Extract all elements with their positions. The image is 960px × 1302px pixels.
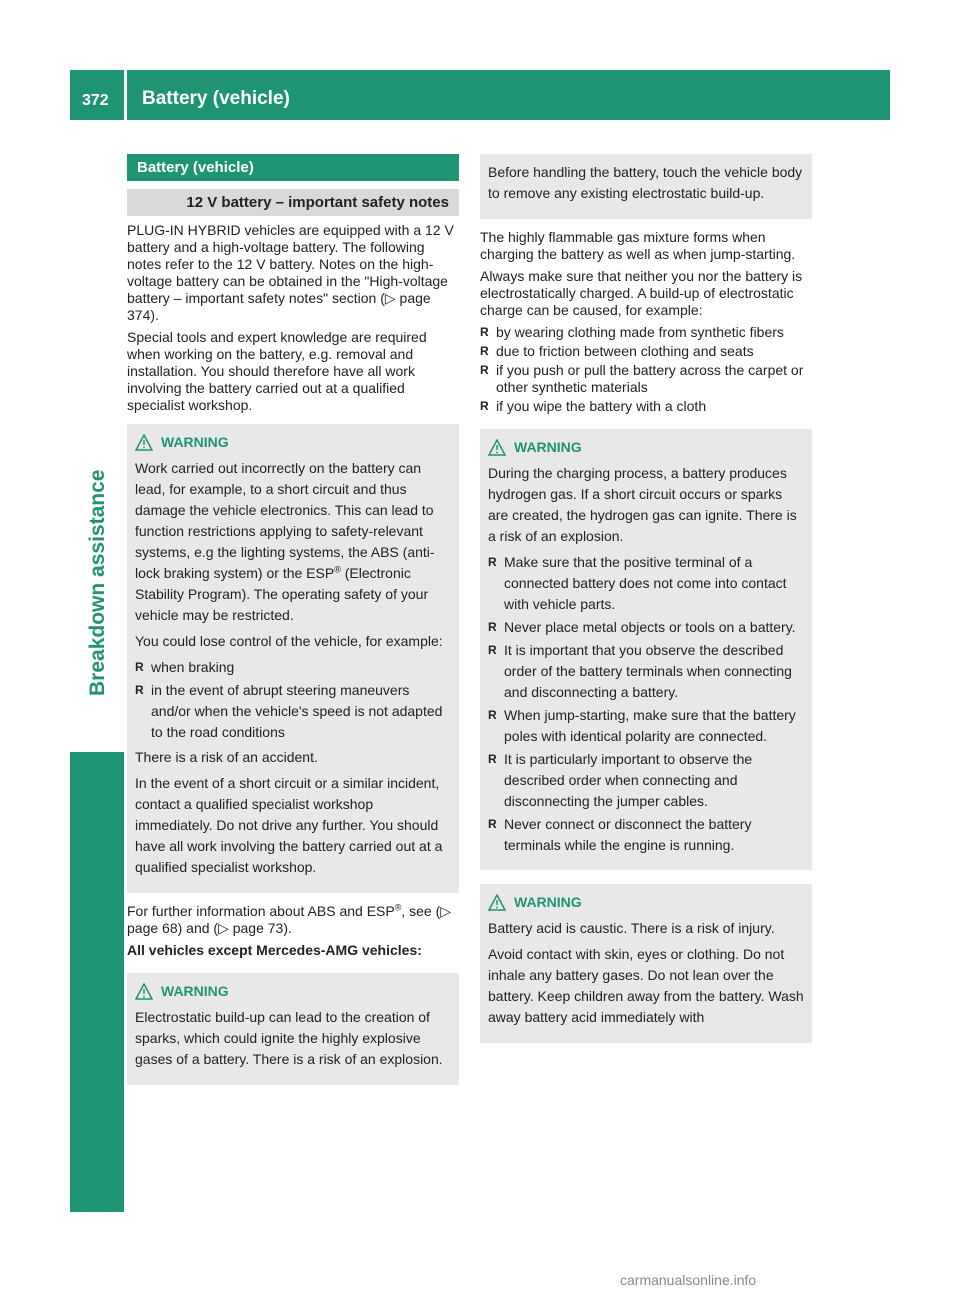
list-item: R by wearing clothing made from synthetic fibers [480, 324, 812, 341]
list-item: R due to friction between clothing and seats [480, 343, 812, 360]
warning-header [488, 437, 804, 458]
registered-mark: ® [334, 564, 341, 575]
bullet-list [488, 552, 804, 856]
list-item: R It is particularly important to observe the described order when connecting and disconnecting the jumper cables. [488, 749, 804, 812]
warning-label: WARNING [514, 439, 582, 455]
warning-label: WARNING [161, 983, 229, 999]
list-item: R in the event of abrupt steering maneuvers and/or when the vehicle's speed is not adapted to the road conditions [135, 680, 451, 743]
list-item: R if you wipe the battery with a cloth [480, 398, 812, 415]
warning-box [480, 884, 812, 1043]
list-item: R Make sure that the positive terminal of a connected battery does not come into contact with vehicle parts. [488, 552, 804, 615]
warning-header [488, 892, 804, 913]
side-tab-label: Breakdown assistance [86, 469, 109, 696]
note-text: Before handling the battery, touch the vehicle body to remove any existing electrostatic build-up. [488, 164, 803, 201]
list-item: R It is important that you observe the described order of the battery terminals when connecting and disconnecting a battery. [488, 640, 804, 703]
warning-box [127, 424, 459, 893]
warning-triangle-icon [488, 439, 506, 456]
list-item: R Never connect or disconnect the battery terminals while the engine is running. [488, 814, 804, 856]
warning-text: In the event of a short circuit or a similar incident, contact a qualified specialist workshop immediately. Do not drive any further. You should have all work involving the battery carried out at a qualified specialist workshop. [135, 775, 443, 875]
paragraph: PLUG-IN HYBRID vehicles are equipped with a 12 V battery and a high-voltage battery. The following notes refer to the 12 V battery. Notes on the high-voltage battery can be obtained in the "High-voltage battery – important safety notes" section (▷ page 374). [127, 222, 454, 323]
bullet-list [480, 324, 812, 415]
paragraph: Special tools and expert knowledge are required when working on the battery, e.g. removal and installation. You should therefore have all work involving the battery carried out at a qualified specialist workshop. [127, 329, 427, 413]
warning-triangle-icon [135, 983, 153, 1000]
list-item: R When jump-starting, make sure that the battery poles with identical polarity are connected. [488, 705, 804, 747]
bullet-list [135, 657, 451, 743]
note-box [480, 154, 812, 219]
paragraph: For further information about ABS and ESP®, see (▷ page 68) and (▷ page 73). [127, 902, 452, 936]
subsection-title: 12 V battery – important safety notes [127, 189, 459, 216]
left-column [127, 154, 459, 1095]
warning-text: Battery acid is caustic. There is a risk of injury. [488, 920, 775, 936]
paragraph: The highly flammable gas mixture forms when charging the battery as well as when jump-starting. [480, 229, 796, 262]
page-header [70, 70, 890, 120]
page-number: 372 [82, 92, 109, 109]
warning-label: WARNING [514, 894, 582, 910]
section-title: Battery (vehicle) [127, 154, 459, 181]
warning-text: Electrostatic build-up can lead to the creation of sparks, which could ignite the highly explosive gases of a battery. There is a risk of an explosion. [135, 1009, 443, 1067]
list-item: R Never place metal objects or tools on a battery. [488, 617, 804, 638]
paragraph-bold: All vehicles except Mercedes-AMG vehicles: [127, 942, 422, 958]
right-column [480, 154, 812, 1053]
warning-label: WARNING [161, 434, 229, 450]
warning-header [135, 432, 451, 453]
header-divider [124, 70, 127, 120]
side-tab-block [70, 752, 124, 1212]
warning-box [480, 429, 812, 870]
warning-text: There is a risk of an accident. [135, 749, 318, 765]
list-item: R when braking [135, 657, 451, 678]
warning-text: Work carried out incorrectly on the battery can lead, for example, to a short circuit and thus damage the vehicle electronics. This can lead to function restrictions applying to safety-relevant systems, e.g the lighting systems, the ABS (anti-lock braking system) or the ESP® (Electronic Stability Program). The operating safety of your vehicle may be restricted. [135, 460, 435, 623]
list-item: R if you push or pull the battery across the carpet or other synthetic materials [480, 362, 812, 396]
watermark: carmanualsonline.info [620, 1272, 757, 1288]
warning-triangle-icon [488, 894, 506, 911]
registered-mark: ® [394, 902, 402, 913]
warning-text: You could lose control of the vehicle, for example: [135, 633, 443, 649]
warning-box [127, 973, 459, 1085]
warning-text: Avoid contact with skin, eyes or clothing. Do not inhale any battery gases. Do not lean over the battery. Keep children away from the battery. Wash away battery acid immediately with [488, 946, 804, 1025]
paragraph: Always make sure that neither you nor the battery is electrostatically charged. A build-up of electrostatic charge can be caused, for example: [480, 268, 803, 318]
warning-triangle-icon [135, 434, 153, 451]
header-title: Battery (vehicle) [142, 88, 290, 109]
warning-text: During the charging process, a battery produces hydrogen gas. If a short circuit occurs or sparks are created, the hydrogen gas can ignite. There is a risk of an explosion. [488, 465, 797, 544]
warning-header [135, 981, 451, 1002]
